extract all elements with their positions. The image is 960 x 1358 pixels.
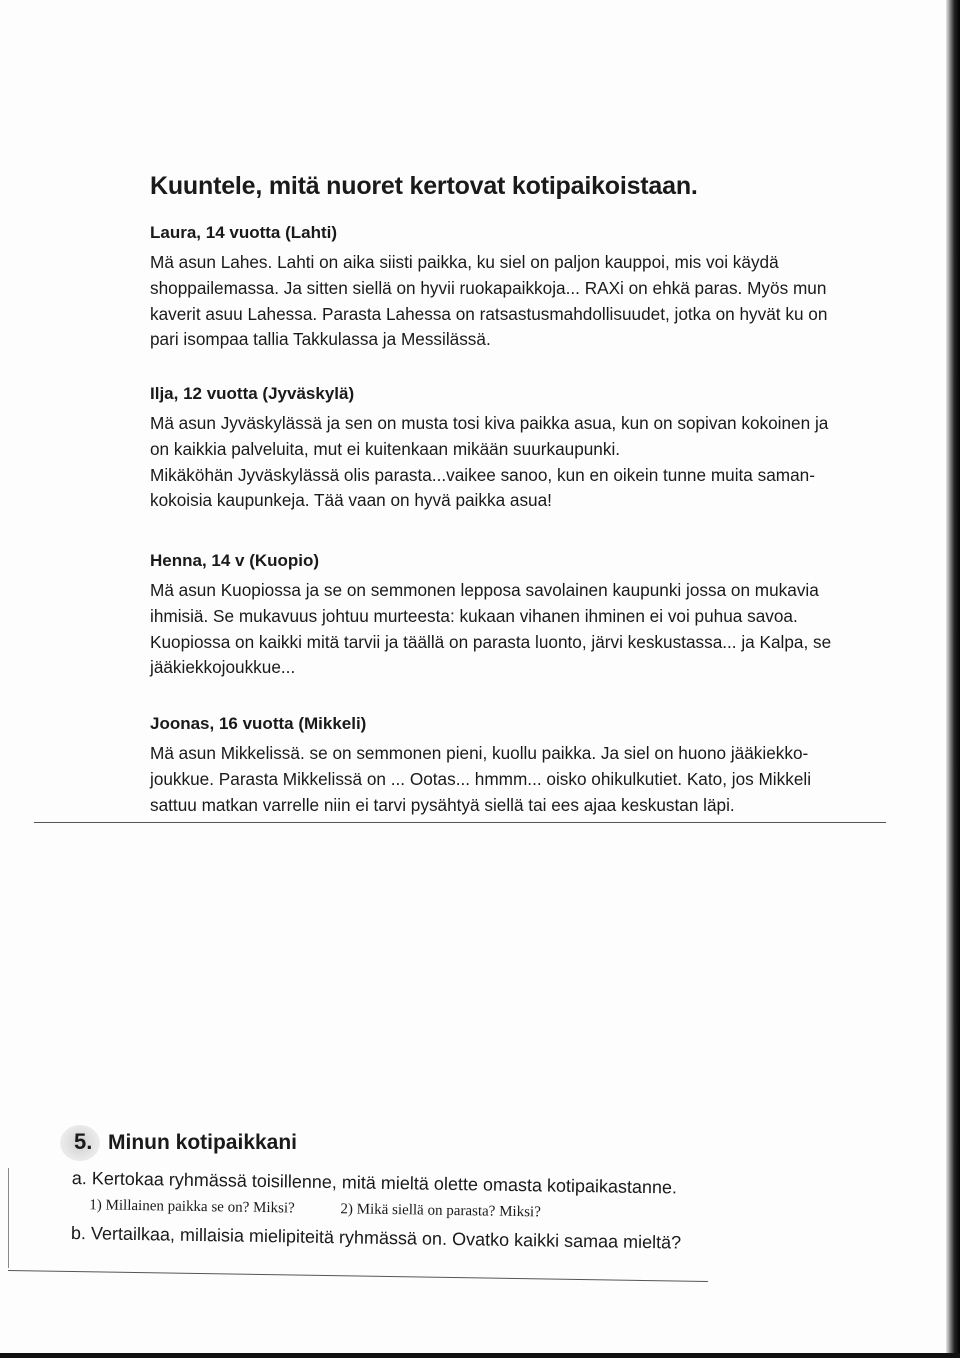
exercise-title: Minun kotipaikkani <box>108 1131 298 1154</box>
section-heading: Joonas, 16 vuotta (Mikkeli) <box>150 714 367 733</box>
question-a: a. Kertokaa ryhmässä toisillenne, mitä mieltä olette omasta kotipaikastanne. <box>71 1167 678 1198</box>
section-henna <box>150 550 870 681</box>
section-ilja <box>150 383 870 514</box>
sub-question-2: 2) Mikä siellä on parasta? Miksi? <box>340 1201 541 1221</box>
text-line: sattuu matkan varrelle niin ei tarvi pysähtyä siellä tai ees ajaa keskustan läpi. <box>150 794 735 815</box>
section-heading: Ilja, 12 vuotta (Jyväskylä) <box>150 384 355 403</box>
text-line: ihmisiä. Se mukavuus johtuu murteesta: kukaan vihanen ihminen ei voi puhua savoa. <box>150 605 798 626</box>
text-line: Mä asun Jyväskylässä ja sen on musta tosi kiva paikka asua, kun on sopivan kokoinen ja <box>150 413 829 433</box>
exercise-number-badge <box>60 1125 100 1161</box>
section-heading: Laura, 14 vuotta (Lahti) <box>150 223 338 242</box>
text-line: on kaikkia palveluita, mut ei kuitenkaan mikään suurkaupunki. <box>150 438 621 459</box>
divider-line-bottom <box>8 1270 708 1282</box>
divider-line <box>34 822 886 823</box>
text-line: Mikäköhän Jyväskylässä olis parasta...vaikee sanoo, kun en oikein tunne muita saman- <box>150 464 815 485</box>
text-line: Mä asun Kuopiossa ja se on semmonen lepposa savolainen kaupunki jossa on mukavia <box>150 580 819 600</box>
text-line: Kuopiossa on kaikki mitä tarvii ja täällä on parasta luonto, järvi keskustassa... ja Kalpa, se <box>150 631 832 652</box>
text-line: Mä asun Mikkelissä. se on semmonen pieni, kuollu paikka. Ja siel on huono jääkiekko- <box>150 743 809 763</box>
page-title: Kuuntele, mitä nuoret kertovat kotipaikoistaan. <box>150 172 698 200</box>
text-line: pari isompaa tallia Takkulassa ja Messilässä. <box>150 329 491 350</box>
text-line: jääkiekkojoukkue... <box>150 657 296 678</box>
text-line: joukkue. Parasta Mikkelissä on ... Ootas... hmmm... oisko ohikulkutiet. Kato, jos Mikkeli <box>150 768 812 789</box>
exercise-number: 5. <box>74 1129 93 1154</box>
scan-edge-bottom <box>0 1353 960 1358</box>
exercise-heading <box>60 1125 297 1161</box>
scan-edge-right <box>946 0 960 1358</box>
exercise-questions <box>71 1165 712 1256</box>
sub-question-1: 1) Millainen paikka se on? Miksi? <box>89 1197 295 1217</box>
section-laura <box>150 222 870 353</box>
text-line: shoppailemassa. Ja sitten siellä on hyvii ruokapaikkoja... RAXi on ehkä paras. Myös mun <box>150 277 827 298</box>
question-b: b. Vertailkaa, millaisia mielipiteitä ryhmässä on. Ovatko kaikki samaa mieltä? <box>70 1222 682 1253</box>
section-heading: Henna, 14 v (Kuopio) <box>150 551 320 570</box>
text-line: Mä asun Lahes. Lahti on aika siisti paikka, ku siel on paljon kauppoi, mis voi käydä <box>150 252 779 272</box>
section-joonas <box>150 713 870 818</box>
text-line: kokoisia kaupunkeja. Tää vaan on hyvä paikka asua! <box>150 490 552 511</box>
text-line: kaverit asuu Lahessa. Parasta Lahessa on ratsastusmahdollisuudet, jotka on hyvät ku on <box>150 303 828 324</box>
sub-questions <box>89 1197 711 1224</box>
divider-line-left <box>8 1168 9 1268</box>
